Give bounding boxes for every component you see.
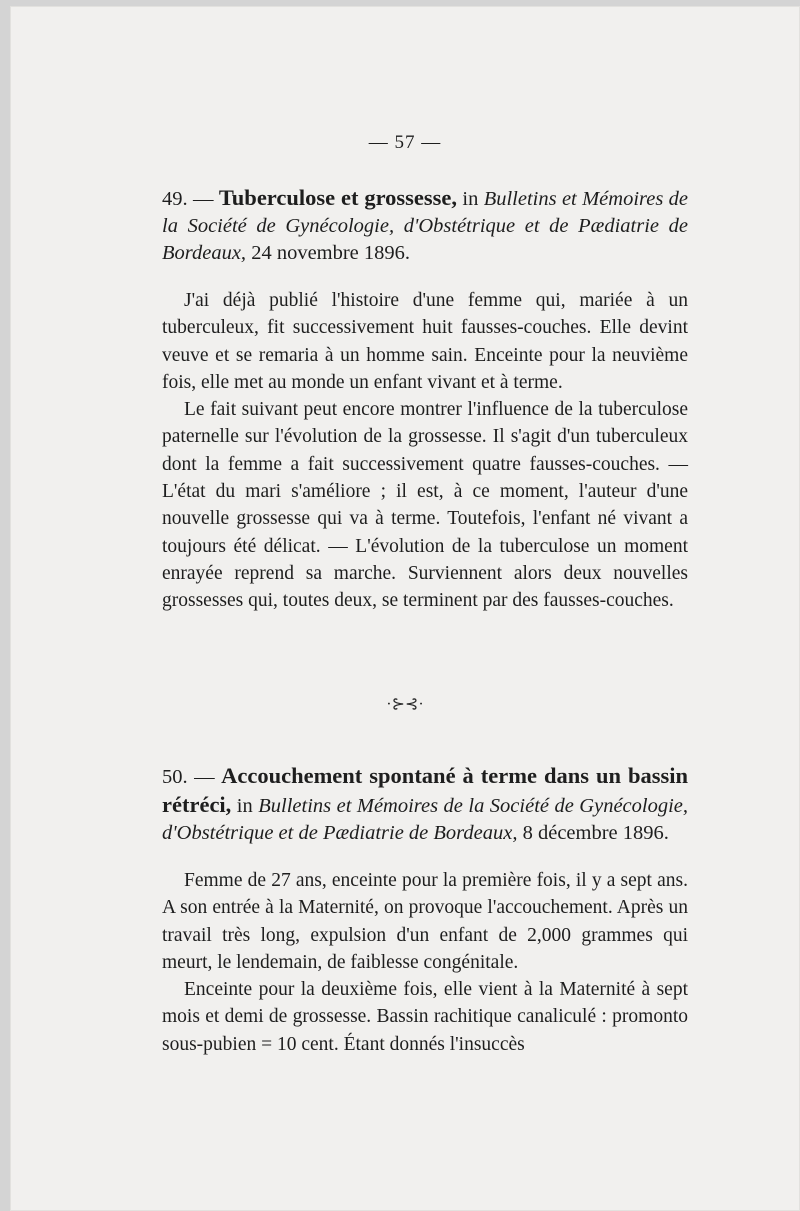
entry-heading [162, 184, 688, 267]
entry-50 [162, 762, 688, 1058]
entry-journal: Bulletins et Mémoires de la Société de Gynécologie, d'Obstétrique et de Pædiatrie de Bordeaux, [162, 188, 689, 264]
entry-date: 8 décembre 1896. [522, 822, 669, 844]
entry-49 [162, 184, 688, 615]
paragraph: Femme de 27 ans, enceinte pour la première fois, il y a sept ans. A son entrée à la Maternité, on provoque l'accouchement. Après un travail très long, expulsion d'un enfant de 2,000 grammes qui meurt, le lendemain, de faiblesse congénitale. [162, 870, 688, 973]
entry-in: in [236, 795, 253, 817]
section-ornament: ·⊱⊰· [386, 696, 424, 713]
entry-title: Accouchement spontané à terme dans un bassin rétréci, [162, 763, 689, 817]
entry-in: in [462, 188, 479, 210]
entry-heading [162, 762, 688, 847]
entry-title: Tuberculose et grossesse, [218, 185, 458, 210]
entry-number: 49. — [162, 188, 214, 210]
paragraph: J'ai déjà publié l'histoire d'une femme qui, mariée à un tuberculeux, fit successivement huit fausses-couches. Elle devint veuve et se remaria à un homme sain. Enceinte pour la neuvième fois, elle met au monde un enfant vivant et à terme. [162, 290, 688, 393]
document-page [10, 6, 800, 1211]
entry-journal: Bulletins et Mémoires de la Société de Gynécologie, d'Obstétrique et de Pædiatrie de Bordeaux, [162, 795, 689, 844]
entry-date: 24 novembre 1896. [251, 242, 411, 264]
entry-number: 50. — [162, 766, 215, 788]
paragraph: Le fait suivant peut encore montrer l'influence de la tuberculose paternelle sur l'évolution de la grossesse. Il s'agit d'un tuberculeux dont la femme a fait successivement quatre fausses-couches. — L'état du mari s'améliore ; il est, à ce moment, l'auteur d'une nouvelle grossesse qui va à terme. Toutefois, l'enfant né vivant a toujours été délicat. — L'évolution de la tuberculose un moment enrayée reprend sa marche. Surviennent alors deux nouvelles grossesses qui, toutes deux, se terminent par des fausses-couches. [162, 399, 688, 612]
page-number: — 57 — [368, 132, 442, 153]
paragraph: Enceinte pour la deuxième fois, elle vient à la Maternité à sept mois et demi de grossesse. Bassin rachitique canaliculé : promonto sous-pubien = 10 cent. Étant donnés l'insuccès [162, 979, 688, 1055]
